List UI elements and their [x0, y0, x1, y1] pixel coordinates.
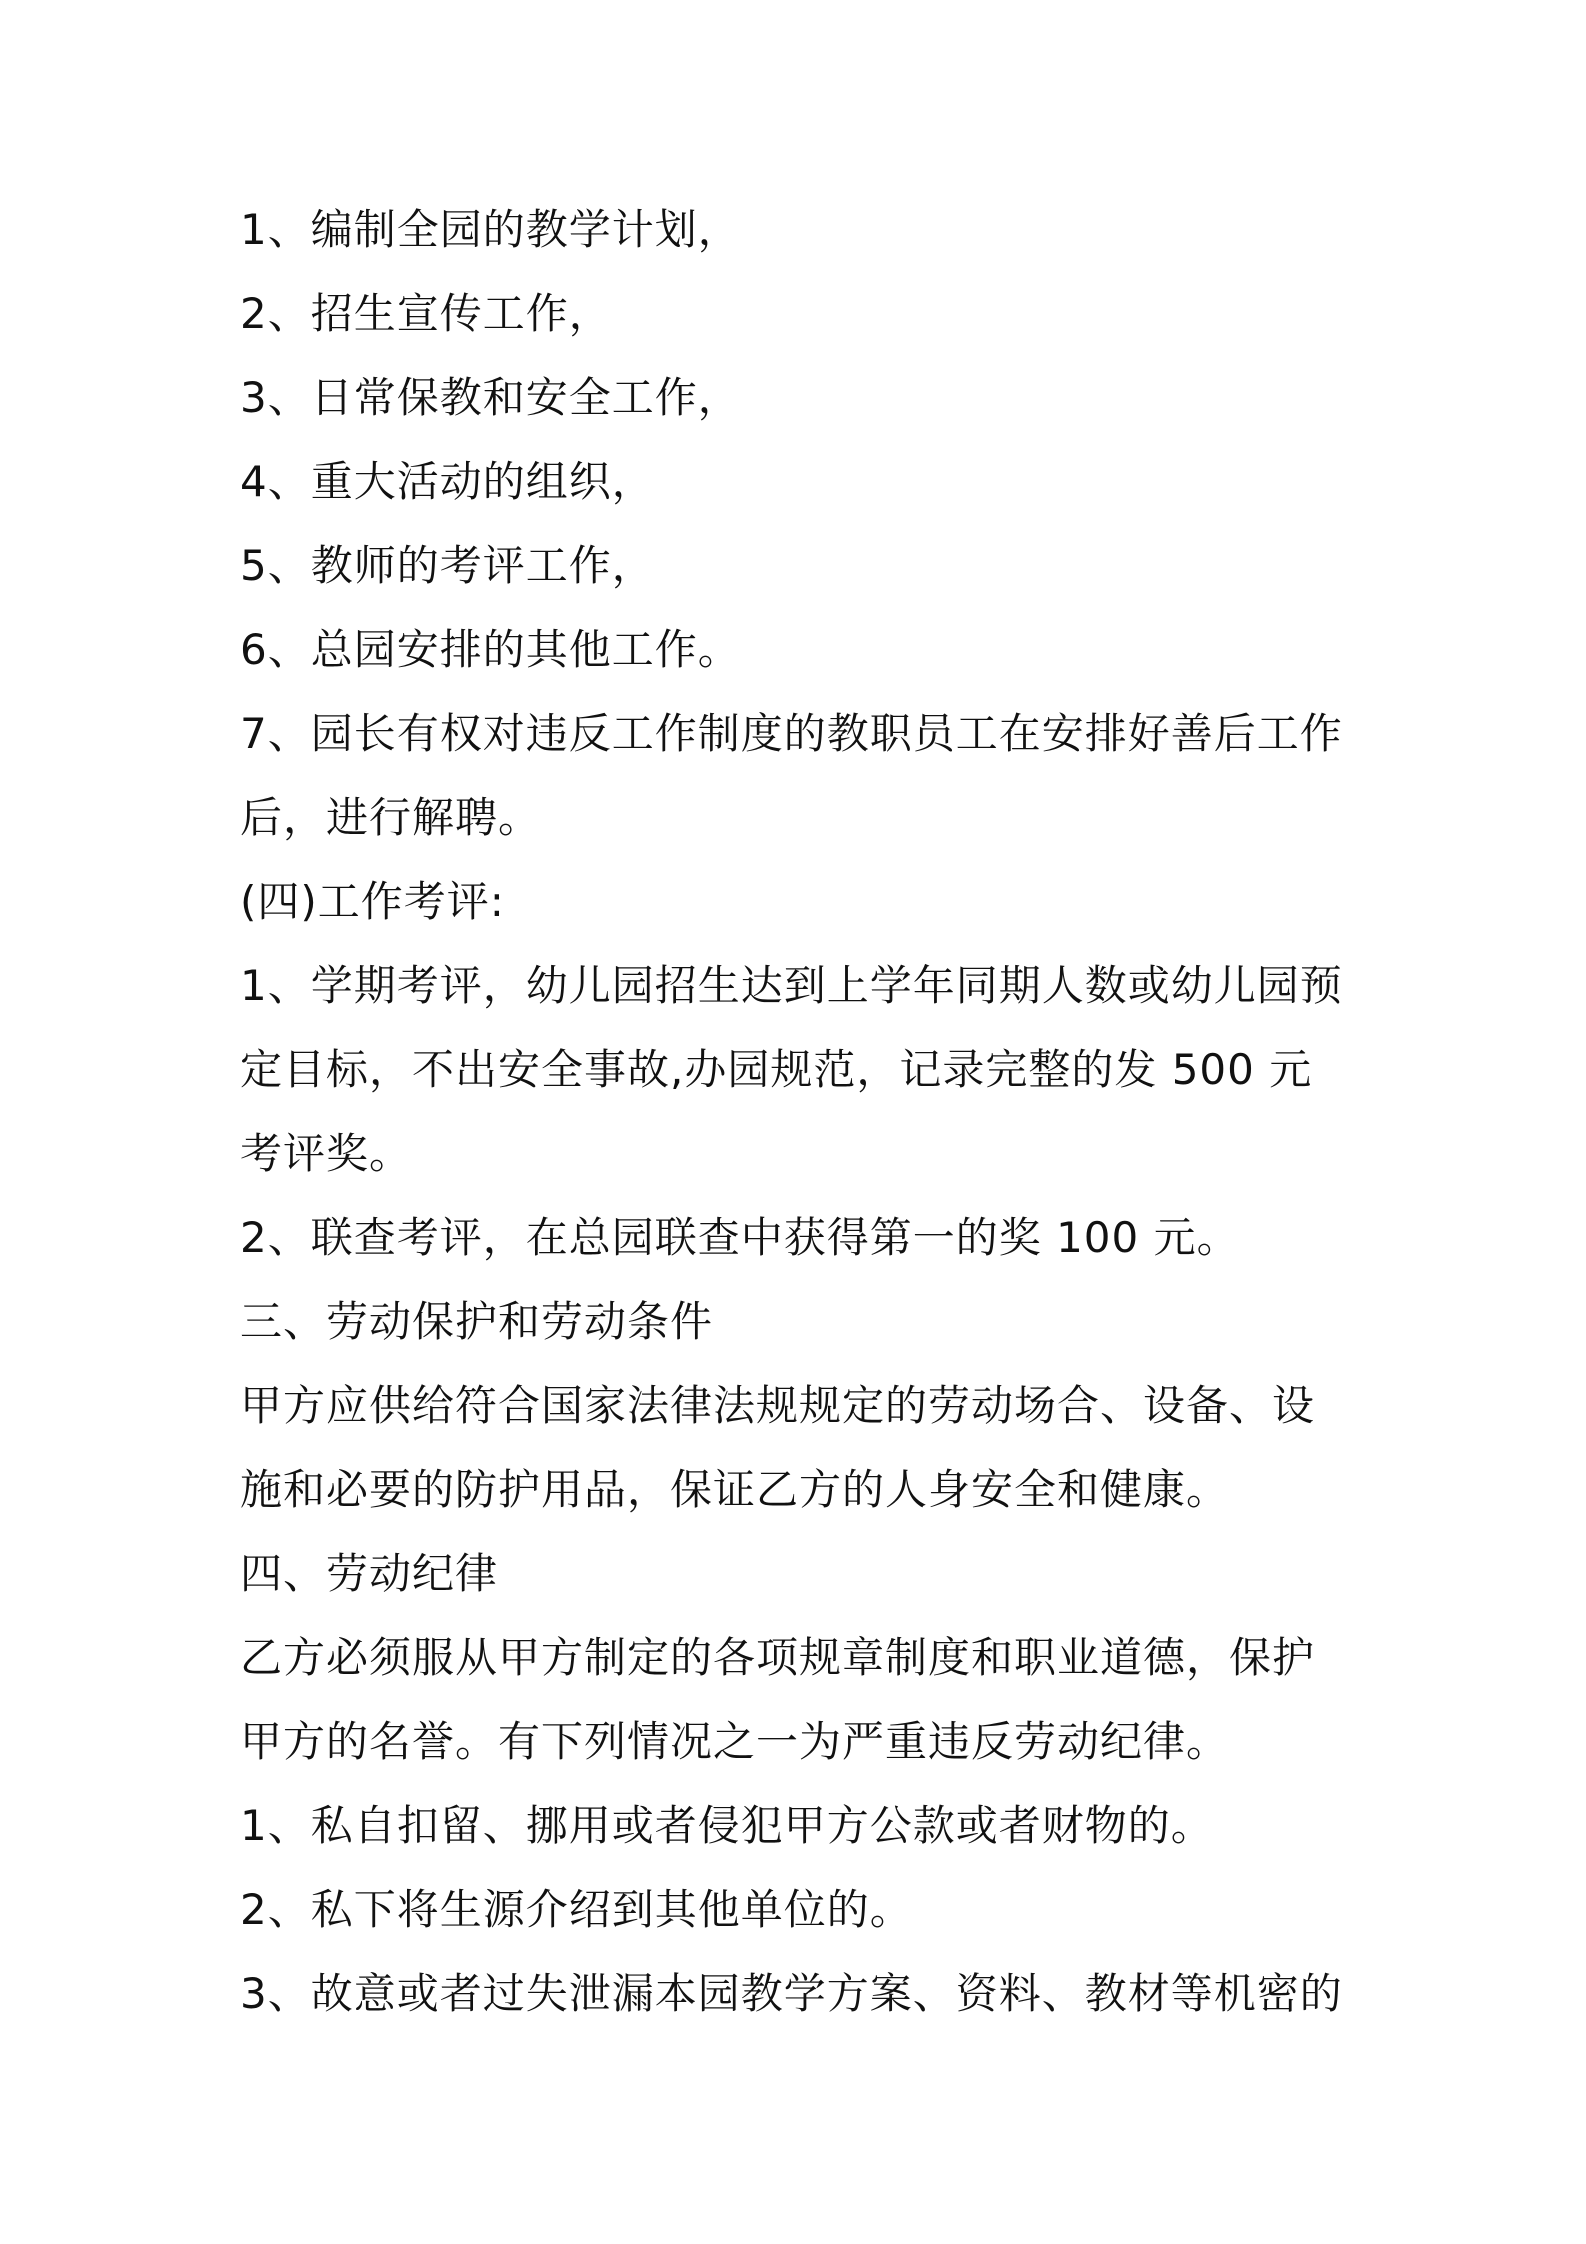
list-item-7: 7、园长有权对违反工作制度的教职员工在安排好善后工作后，进行解聘。 — [240, 709, 1343, 842]
list-item-5: 5、教师的考评工作， — [240, 541, 655, 590]
discipline-item-3: 3、故意或者过失泄漏本园教学方案、资料、教材等机密的 — [240, 1969, 1343, 2018]
section-heading-labor-discipline: 四、劳动纪律 — [240, 1549, 499, 1598]
list-item-1: 1、编制全园的教学计划， — [240, 205, 741, 254]
list-item-3: 3、日常保教和安全工作， — [240, 373, 741, 422]
evaluation-item-2: 2、联查考评，在总园联查中获得第一的奖 100 元。 — [240, 1213, 1240, 1262]
discipline-item-1: 1、私自扣留、挪用或者侵犯甲方公款或者财物的。 — [240, 1801, 1214, 1850]
section-heading-labor-protection: 三、劳动保护和劳动条件 — [240, 1297, 714, 1346]
document-body — [240, 188, 1355, 2036]
list-item-2: 2、招生宣传工作， — [240, 289, 612, 338]
list-item-6: 6、总园安排的其他工作。 — [240, 625, 741, 674]
section-heading-evaluation: (四)工作考评: — [240, 877, 505, 926]
discipline-item-2: 2、私下将生源介绍到其他单位的。 — [240, 1885, 913, 1934]
list-item-4: 4、重大活动的组织， — [240, 457, 655, 506]
labor-protection-paragraph: 甲方应供给符合国家法律法规规定的劳动场合、设备、设施和必要的防护用品，保证乙方的人身安全和健康。 — [240, 1381, 1316, 1514]
labor-discipline-paragraph: 乙方必须服从甲方制定的各项规章制度和职业道德，保护甲方的名誉。有下列情况之一为严重违反劳动纪律。 — [240, 1633, 1316, 1766]
evaluation-item-1: 1、学期考评，幼儿园招生达到上学年同期人数或幼儿园预定目标，不出安全事故,办园规范，记录完整的发 500 元考评奖。 — [240, 961, 1343, 1178]
